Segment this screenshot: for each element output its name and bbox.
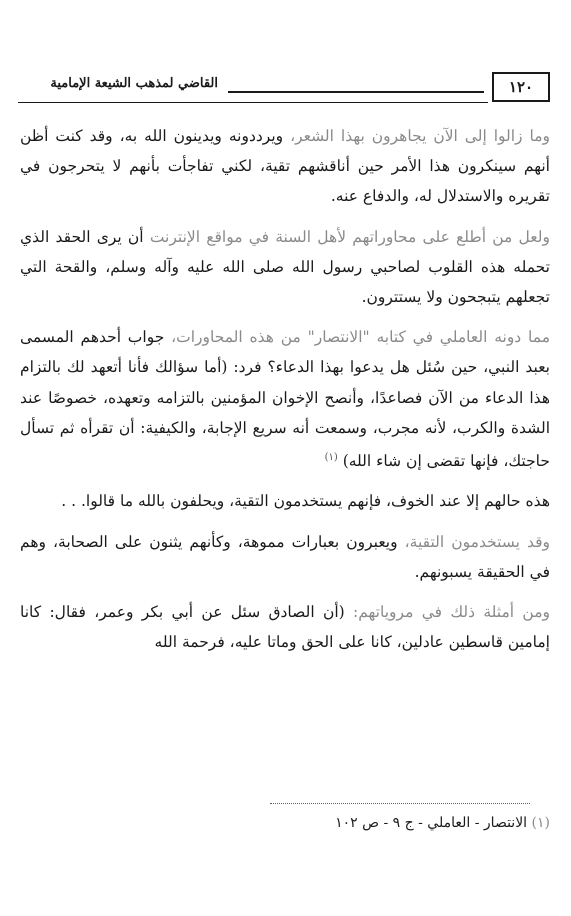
page-number: ١٢٠ bbox=[508, 78, 534, 96]
paragraph-5-faded: وقد يستخدمون التقية، bbox=[404, 532, 551, 551]
paragraph-6 bbox=[20, 597, 550, 657]
paragraph-3-faded: مما دونه العاملي في كتابه "الانتصار" من هذه المحاورات، bbox=[171, 328, 550, 347]
paragraph-5-text: ويعبرون بعبارات مموهة، وكأنهم يثنون على الصحابة، وهم في الحقيقة يسبونهم. bbox=[20, 532, 550, 581]
running-title: القاضي لمذهب الشيعة الإمامية bbox=[50, 76, 218, 91]
footnote bbox=[20, 812, 550, 834]
paragraph-3 bbox=[20, 322, 550, 476]
paragraph-3-text: جواب أحدهم المسمى بعبد النبي، حين سُئل هل يدعوا بهذا الدعاء؟ فرد: (أما سؤالك فأنا أتعهد لك بالتزام هذا الدعاء من الآن فصاعدًا، وأنصح الإخوان المؤمنين بالتزامه وتعهده، خصوصًا عند الشدة والكرب، لأنه مجرب، وسمعت أنه سريع الإجابة، والكيفية: أن تقرأه ثم تسأل حاجتك، فإنها تقضى إن شاء الله) bbox=[20, 328, 550, 471]
paragraph-6-text: (أن الصادق سئل عن أبي بكر وعمر، فقال: كانا إمامين قاسطين عادلين، كانا على الحق وماتا عليه، فرحمة الله bbox=[20, 603, 550, 652]
header-underline bbox=[18, 102, 488, 103]
paragraph-2 bbox=[20, 222, 550, 313]
paragraph-1 bbox=[20, 121, 550, 212]
paragraph-4 bbox=[20, 486, 550, 516]
paragraph-1-faded: وما زالوا إلى الآن يجاهرون بهذا الشعر، bbox=[290, 127, 550, 145]
footnote-reference[interactable]: (١) bbox=[324, 452, 338, 464]
footnote-rule bbox=[270, 803, 530, 804]
header-rule bbox=[228, 91, 484, 93]
paragraph-2-faded: ولعل من أطلع على محاوراتهم لأهل السنة في مواقع الإنترنت bbox=[149, 227, 550, 246]
page-header bbox=[18, 72, 550, 104]
paragraph-1-text: ويرددونه ويدينون الله به، وقد كنت أظن أنهم سينكرون هذا الأمر حين أناقشهم تقية، لكني تفاجأت بأنهم لا يتحرجون في تقريره والاستدلال له، والدفاع عنه. bbox=[20, 127, 550, 206]
paragraph-2-text: أن يرى الحقد الذي تحمله هذه القلوب لصاحبي رسول الله صلى الله عليه وآله وسلم، والقحة التي تجعلهم يتبجحون ولا يستترون. bbox=[20, 227, 550, 307]
paragraph-4-text: هذه حالهم إلا عند الخوف، فإنهم يستخدمون التقية، ويحلفون بالله ما قالوا. . . bbox=[61, 492, 550, 511]
body-text bbox=[20, 121, 550, 657]
paragraph-5 bbox=[20, 527, 550, 587]
paragraph-6-faded: ومن أمثلة ذلك في مروياتهم: bbox=[353, 603, 550, 621]
page-number-box bbox=[492, 72, 550, 102]
footnote-mark: (١) bbox=[531, 815, 550, 831]
footnote-text: الانتصار - العاملي - ج ٩ - ص ١٠٢ bbox=[335, 815, 532, 831]
